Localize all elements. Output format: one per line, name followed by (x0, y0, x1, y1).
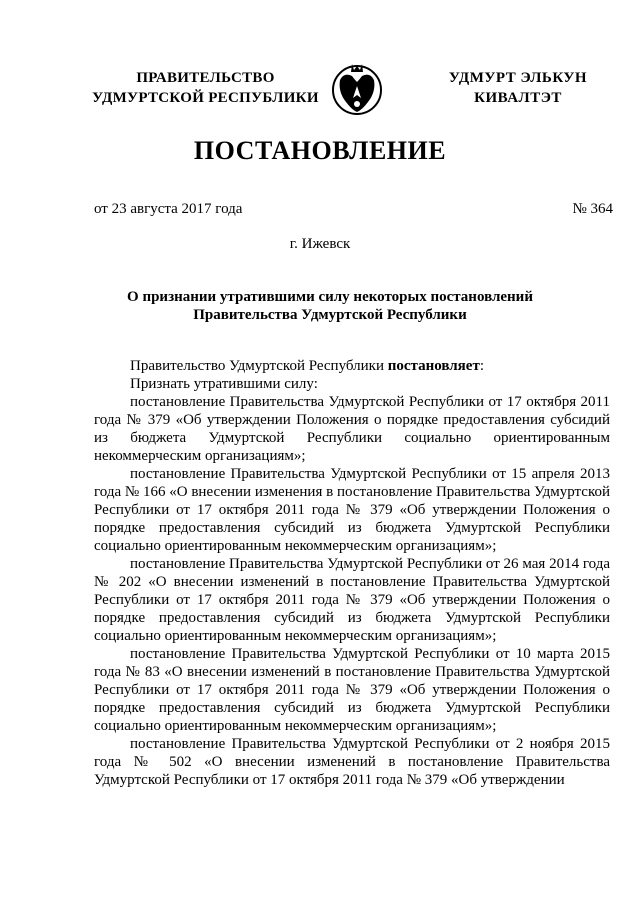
issuer-name-russian (88, 68, 323, 108)
repealed-item: постановление Правительства Удмуртской Республики от 10 марта 2015 года № 83 «О внесении изменений в постановление Правительства Удмуртской Республики от 17 октября 2011 года № 379 «Об утверждении Положения о порядке предоставления субсидий из бюджета Удмуртской Республики социально ориентированным некоммерческим организациям»; (94, 646, 610, 734)
repealed-item: постановление Правительства Удмуртской Республики от 26 мая 2014 года № 202 «О внесении изменений в постановление Правительства Удмуртской Республики от 17 октября 2011 года № 379 «Об утверждении Положения о порядке предоставления субсидий из бюджета Удмуртской Республики социально ориентированным некоммерческим организациям»; (94, 556, 610, 644)
recognize-paragraph: Признать утратившими силу: (130, 376, 318, 392)
document-body (94, 357, 610, 789)
intro-suffix: : (479, 358, 484, 374)
intro-prefix: Правительство Удмуртской Республики (130, 358, 388, 374)
document-date: от 23 августа 2017 года (94, 201, 243, 217)
issuer-name-russian-line2: УДМУРТСКОЙ РЕСПУБЛИКИ (92, 90, 319, 106)
issuer-name-udmurt-line2: КИВАЛТЭТ (474, 90, 562, 106)
intro-paragraph (94, 357, 610, 375)
repealed-item: постановление Правительства Удмуртской Республики от 2 ноября 2015 года № 502 «О внесении изменений в постановление Правительства Удмуртской Республики от 17 октября 2011 года № 379 «Об утверждении (94, 736, 610, 788)
document-header (0, 68, 640, 118)
intro-verb: постановляет (387, 358, 480, 374)
document-subject-line1: О признании утратившими силу некоторых постановлений (127, 289, 533, 305)
repealed-item: постановление Правительства Удмуртской Республики от 15 апреля 2013 года № 166 «О внесении изменения в постановление Правительства Удмуртской Республики от 17 октября 2011 года № 379 «Об утверждении Положения о порядке предоставления субсидий из бюджета Удмуртской Республики социально ориентированным некоммерческим организациям»; (94, 466, 610, 554)
document-number: № 364 (572, 201, 613, 217)
udmurt-emblem-icon (330, 58, 384, 118)
issuer-name-udmurt-line1: УДМУРТ ЭЛЬКУН (448, 70, 588, 86)
document-subject-line2: Правительства Удмуртской Республики (193, 307, 467, 323)
document-type-title: ПОСТАНОВЛЕНИЕ (193, 136, 447, 165)
issuer-name-russian-line1: ПРАВИТЕЛЬСТВО (136, 70, 275, 86)
issuer-name-udmurt (428, 68, 608, 108)
repealed-item: постановление Правительства Удмуртской Республики от 17 октября 2011 года № 379 «Об утверждении Положения о порядке предоставления субсидий из бюджета Удмуртской Республики социально ориентированным некоммерческим организациям»; (94, 394, 610, 464)
document-subject (100, 288, 560, 324)
document-city: г. Ижевск (289, 236, 351, 252)
